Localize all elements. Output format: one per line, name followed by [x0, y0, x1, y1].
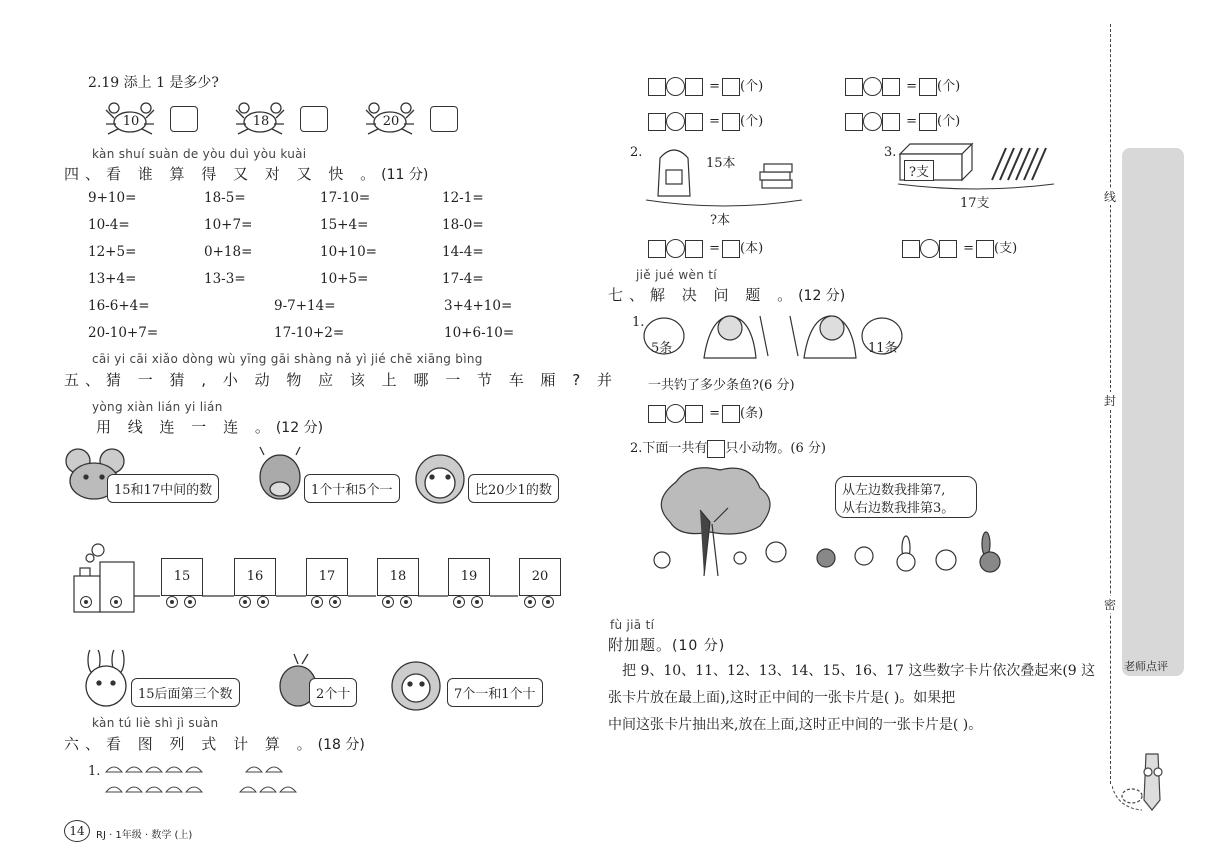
equation-row-1b[interactable]: = (个) [845, 75, 960, 96]
answer-box-3[interactable] [430, 106, 458, 132]
unit-label: (支) [994, 241, 1018, 256]
calc-r5-c1[interactable]: 16-6+4= [88, 298, 150, 314]
calc-r6-c1[interactable]: 20-10+7= [88, 325, 159, 341]
wheel [453, 596, 465, 608]
train-car-4: 18 [377, 558, 419, 596]
calc-r1-c3[interactable]: 17-10= [320, 190, 371, 206]
train-car-2: 16 [234, 558, 276, 596]
wheel [110, 596, 122, 608]
unit-label: (本) [740, 241, 764, 256]
section6-title-text: 六、看 图 列 式 计 算 。 [64, 735, 318, 753]
animal-clue-3[interactable]: 比20少1的数 [468, 474, 559, 503]
equation-row-q7[interactable]: = (条) [648, 402, 763, 423]
wheel [471, 596, 483, 608]
margin-char-3: 密 [1104, 598, 1117, 612]
extra-pinyin: fù jiā tí [610, 618, 655, 632]
fish-right-count: 11条 [868, 341, 898, 356]
extra-score: (10 分) [672, 638, 726, 654]
page-number: 14 [64, 820, 90, 842]
teacher-comment-label: 老师点评 [1124, 660, 1168, 673]
backpack-and-books-icon [644, 140, 804, 210]
animal-clue-2[interactable]: 1个十和5个一 [304, 474, 400, 503]
calc-r1-c1[interactable]: 9+10= [88, 190, 137, 206]
crab-number-2: 18 [252, 114, 270, 129]
calc-r4-c2[interactable]: 13-3= [204, 271, 246, 287]
margin-char-2: 封 [1104, 394, 1117, 408]
teacher-comment-panel[interactable] [1122, 148, 1184, 676]
extra-line-1: 把 9、10、11、12、13、14、15、16、17 这些数字卡片依次叠起来(9 这 [622, 663, 1096, 679]
wheel [239, 596, 251, 608]
animal-clue-1[interactable]: 15和17中间的数 [107, 474, 219, 503]
equation-row-q2[interactable]: = (本) [648, 237, 763, 258]
animal-clue-6[interactable]: 7个一和1个十 [447, 678, 543, 707]
section5-score: (12 分) [275, 420, 324, 436]
crab-row [104, 100, 484, 140]
extra-title [608, 634, 725, 655]
answer-box-2[interactable] [300, 106, 328, 132]
section4-title-text: 四、看 谁 算 得 又 对 又 快 。 [64, 165, 382, 183]
margin-char-1: 线 [1104, 190, 1117, 204]
train-car-5: 19 [448, 558, 490, 596]
q2-label: 2. [630, 145, 643, 160]
calc-r2-c1[interactable]: 10-4= [88, 217, 130, 233]
section4-title [64, 163, 428, 184]
extra-line-3: 中间这张卡片抽出来,放在上面,这时正中间的一张卡片是( )。 [608, 717, 983, 733]
speech-bubble [835, 476, 977, 518]
q7-2-answer-box[interactable] [707, 440, 725, 458]
crab-number-1: 10 [122, 114, 140, 129]
section5-title-2 [96, 416, 323, 437]
mushroom-icons [104, 762, 304, 806]
section5-title-1: 五、猜 一 猜 , 小 动 物 应 该 上 哪 一 节 车 厢 ? 并 [64, 371, 619, 389]
calc-r3-c3[interactable]: 10+10= [320, 244, 377, 260]
section4-score: (11 分) [381, 167, 429, 183]
train-car-1: 15 [161, 558, 203, 596]
calc-r5-c2[interactable]: 9-7+14= [274, 298, 336, 314]
question-2-title: 2.19 添上 1 是多少? [88, 75, 219, 91]
section4-pinyin: kàn shuí suàn de yòu duì yòu kuài [92, 147, 307, 161]
q7-2 [630, 437, 826, 458]
section7-title [608, 284, 845, 305]
train [60, 540, 580, 615]
section5-pinyin-1: cāi yi cāi xiǎo dòng wù yīng gāi shàng nǎ yì jié chē xiāng bìng [92, 352, 483, 366]
calc-r4-c4[interactable]: 17-4= [442, 271, 484, 287]
q3-label: 3. [884, 145, 897, 160]
section6-title [64, 733, 365, 754]
wheel [80, 596, 92, 608]
section6-pinyin: kàn tú liè shì jì suàn [92, 716, 219, 730]
calc-r2-c3[interactable]: 15+4= [320, 217, 369, 233]
q7-2-text-before: 2.下面一共有 [630, 441, 708, 456]
animal-clue-5[interactable]: 2个十 [309, 678, 357, 707]
q2-total: ?本 [710, 213, 730, 228]
unit-label: (个) [937, 79, 961, 94]
crab-number-3: 20 [382, 114, 400, 129]
equation-row-1a[interactable]: = (个) [648, 75, 763, 96]
q2-books-count: 15本 [706, 156, 736, 171]
calc-r2-c4[interactable]: 18-0= [442, 217, 484, 233]
q7-1-question: 一共钓了多少条鱼?(6 分) [648, 378, 795, 393]
calc-r3-c2[interactable]: 0+18= [204, 244, 253, 260]
section7-title-text: 七、解 决 问 题 。 [608, 286, 799, 304]
wheel [524, 596, 536, 608]
calc-r4-c1[interactable]: 13+4= [88, 271, 137, 287]
calc-r1-c4[interactable]: 12-1= [442, 190, 484, 206]
equation-row-q3[interactable]: = (支) [902, 237, 1017, 258]
wheel [400, 596, 412, 608]
pencil-mascot-icon [1112, 748, 1182, 818]
calc-r6-c2[interactable]: 17-10+2= [274, 325, 345, 341]
q3-box-label: ?支 [904, 160, 934, 181]
q6-1-label: 1. [88, 764, 101, 779]
wheel [311, 596, 323, 608]
train-car-6: 20 [519, 558, 561, 596]
crab-illustrations [104, 100, 484, 140]
section5-pinyin-2: yòng xiàn lián yi lián [92, 400, 223, 414]
extra-line-2: 张卡片放在最上面),这时正中间的一张卡片是( )。如果把 [608, 690, 956, 706]
equation-row-2b[interactable]: = (个) [845, 110, 960, 131]
train-car-3: 17 [306, 558, 348, 596]
wheel [166, 596, 178, 608]
section6-score: (18 分) [317, 737, 365, 753]
animal-clue-4[interactable]: 15后面第三个数 [131, 678, 240, 707]
footer-text: RJ · 1年级 · 数学 (上) [96, 830, 193, 841]
answer-box-1[interactable] [170, 106, 198, 132]
section7-score: (12 分) [798, 288, 846, 304]
q7-1-label: 1. [632, 315, 645, 330]
calc-r6-c3[interactable]: 10+6-10= [444, 325, 515, 341]
calc-r5-c3[interactable]: 3+4+10= [444, 298, 513, 314]
calc-r3-c4[interactable]: 14-4= [442, 244, 484, 260]
q7-2-text-after: 只小动物。(6 分) [725, 441, 826, 456]
speech-line-2: 从右边数我排第3。 [842, 501, 955, 516]
speech-line-1: 从左边数我排第7, [842, 483, 946, 498]
wheel [382, 596, 394, 608]
wheel [257, 596, 269, 608]
calc-r4-c3[interactable]: 10+5= [320, 271, 369, 287]
extra-title-text: 附加题。 [608, 636, 673, 654]
wheel [542, 596, 554, 608]
q3-total: 17支 [960, 196, 990, 211]
calc-r1-c2[interactable]: 18-5= [204, 190, 246, 206]
wheel [329, 596, 341, 608]
section5-title-2-text: 用 线 连 一 连 。 [96, 418, 276, 436]
calc-r2-c2[interactable]: 10+7= [204, 217, 253, 233]
fish-left-count: 5条 [651, 341, 673, 356]
equation-row-2a[interactable]: = (个) [648, 110, 763, 131]
section7-pinyin: jiě jué wèn tí [636, 268, 717, 282]
calc-r3-c1[interactable]: 12+5= [88, 244, 137, 260]
wheel [184, 596, 196, 608]
unit-label: (个) [937, 114, 961, 129]
unit-label: (条) [740, 406, 764, 421]
unit-label: (个) [740, 79, 764, 94]
unit-label: (个) [740, 114, 764, 129]
